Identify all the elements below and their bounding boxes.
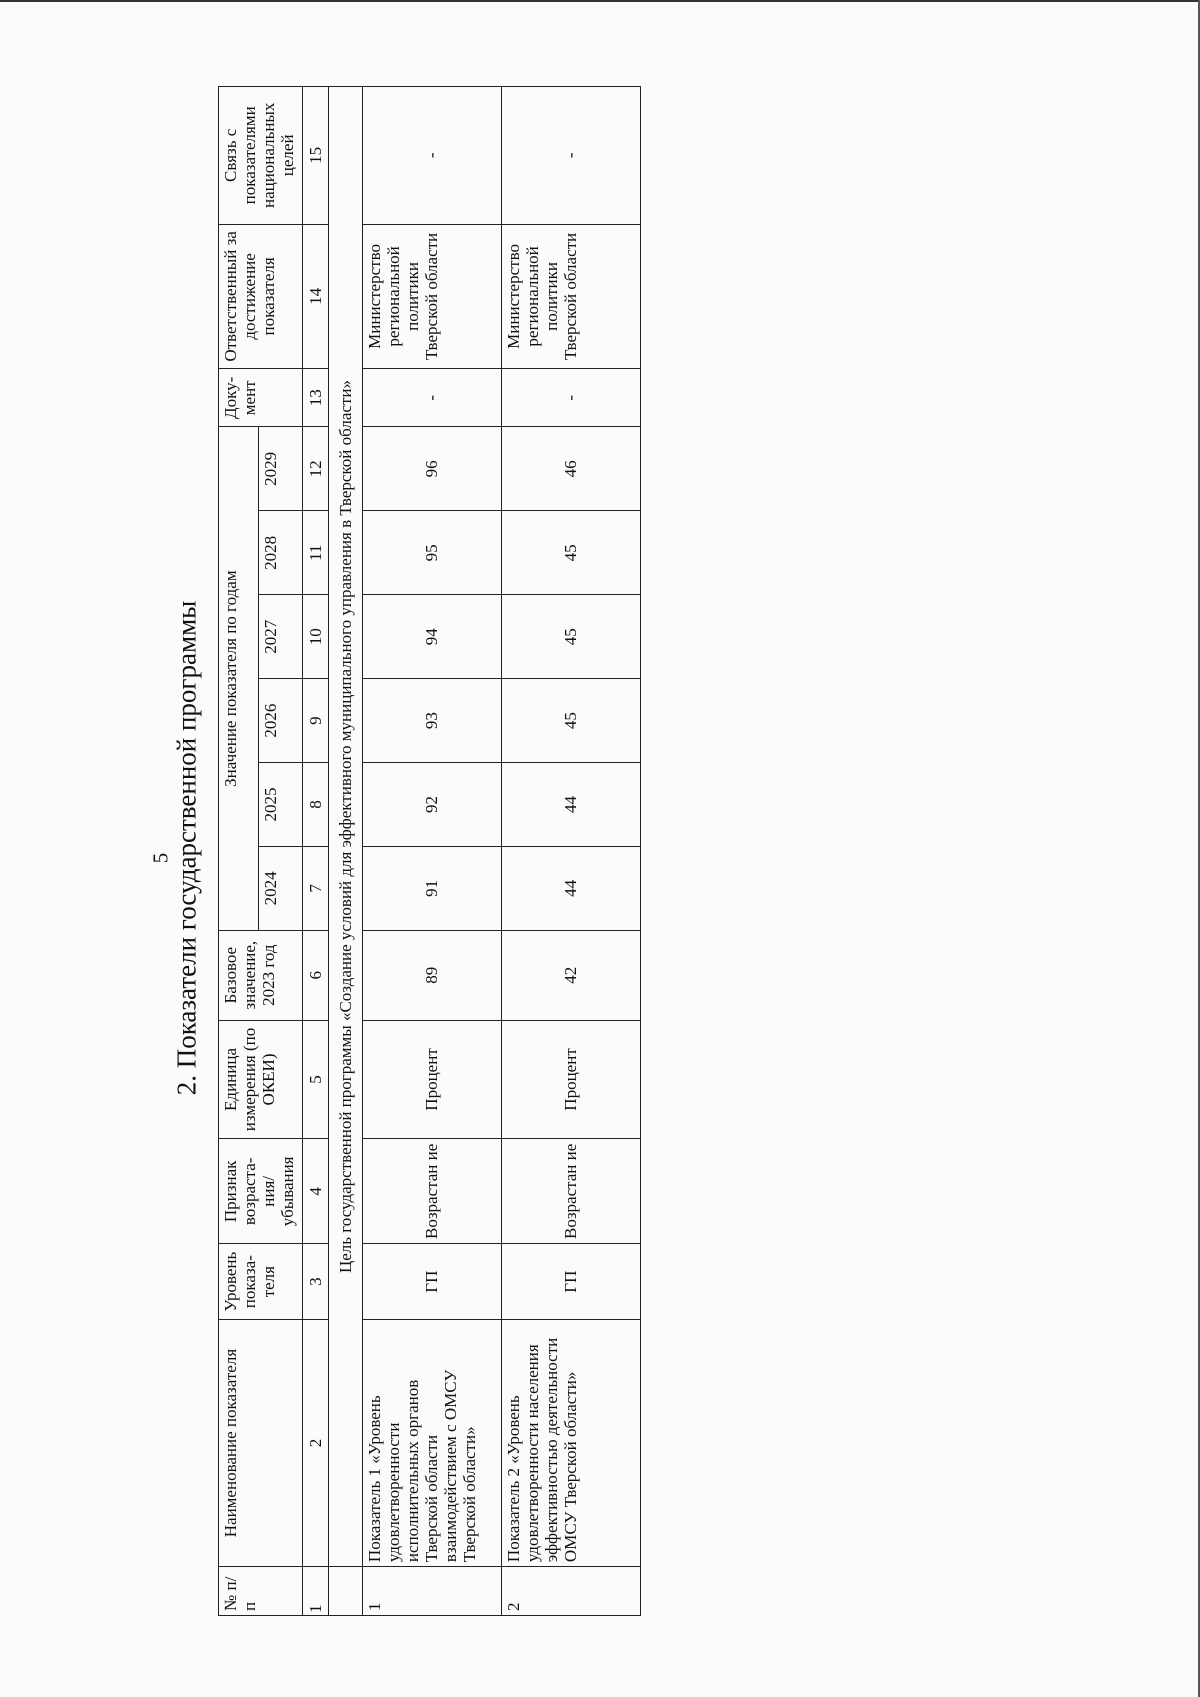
indicator-link: - [363, 87, 502, 225]
header-year-2028: 2028 [259, 511, 303, 595]
value-2025: 92 [363, 763, 502, 847]
header-name: Наименование показателя [219, 1320, 303, 1567]
goal-row [329, 87, 363, 1616]
indicator-level: ГП [502, 1244, 641, 1320]
value-2028: 45 [502, 511, 641, 595]
column-number: 12 [303, 427, 329, 511]
header-num: № п/п [219, 1567, 303, 1616]
header-link: Связь с показателями национальных целей [219, 87, 303, 225]
indicator-unit: Процент [502, 1020, 641, 1139]
row-num: 2 [502, 1567, 641, 1616]
header-row-1 [219, 87, 259, 1616]
column-number: 15 [303, 87, 329, 225]
table-row [502, 87, 641, 1616]
column-number: 10 [303, 595, 329, 679]
value-2026: 45 [502, 679, 641, 763]
column-number: 2 [303, 1320, 329, 1567]
column-number: 6 [303, 930, 329, 1020]
value-2028: 95 [363, 511, 502, 595]
indicator-name: Показатель 1 «Уровень удовлетворенности исполнительных органов Тверской области взаимодействием с ОМСУ Тверской области» [363, 1320, 502, 1567]
header-year-2027: 2027 [259, 595, 303, 679]
indicators-table-wrapper [218, 86, 640, 1616]
column-number: 11 [303, 511, 329, 595]
column-number: 8 [303, 763, 329, 847]
indicator-link: - [502, 87, 641, 225]
header-year-2024: 2024 [259, 846, 303, 930]
header-level: Уровень показа-теля [219, 1244, 303, 1320]
header-year-2025: 2025 [259, 763, 303, 847]
indicator-responsible: Министерство региональной политики Тверской области [502, 224, 641, 369]
header-unit: Единица измерения (по ОКЕИ) [219, 1020, 303, 1139]
header-sign: Признак возраста-ния/ убывания [219, 1139, 303, 1244]
column-number: 4 [303, 1139, 329, 1244]
goal-row-spacer [329, 1567, 363, 1616]
header-responsible: Ответственный за достижение показателя [219, 224, 303, 369]
indicator-doc: - [363, 369, 502, 427]
indicator-base: 89 [363, 930, 502, 1020]
value-2027: 45 [502, 595, 641, 679]
header-base: Базовое значение, 2023 год [219, 930, 303, 1020]
header-values-group: Значение показателя по годам [219, 427, 259, 930]
value-2027: 94 [363, 595, 502, 679]
column-numbers-row [303, 87, 329, 1616]
value-2029: 96 [363, 427, 502, 511]
column-number: 3 [303, 1244, 329, 1320]
indicator-sign: Возрастан ие [502, 1139, 641, 1244]
value-2026: 93 [363, 679, 502, 763]
column-number: 14 [303, 224, 329, 369]
table-row [363, 87, 502, 1616]
column-number: 5 [303, 1020, 329, 1139]
indicator-doc: - [502, 369, 641, 427]
indicator-sign: Возрастан ие [363, 1139, 502, 1244]
goal-text: Цель государственной программы «Создание условий для эффективного муниципального управления в Тверской области» [329, 87, 363, 1567]
value-2025: 44 [502, 763, 641, 847]
row-num: 1 [363, 1567, 502, 1616]
value-2024: 91 [363, 846, 502, 930]
indicator-level: ГП [363, 1244, 502, 1320]
column-number: 13 [303, 369, 329, 427]
indicators-table [218, 86, 641, 1616]
indicator-name: Показатель 2 «Уровень удовлетворенности населения эффективностью деятельности ОМСУ Тверской области» [502, 1320, 641, 1567]
header-doc: Доку-мент [219, 369, 303, 427]
header-year-2029: 2029 [259, 427, 303, 511]
indicator-responsible: Министерство региональной политики Тверской области [363, 224, 502, 369]
header-year-2026: 2026 [259, 679, 303, 763]
page-number: 5 [148, 852, 173, 864]
page-title: 2. Показатели государственной программы [171, 600, 202, 1096]
value-2029: 46 [502, 427, 641, 511]
value-2024: 44 [502, 846, 641, 930]
column-number: 9 [303, 679, 329, 763]
column-number: 7 [303, 846, 329, 930]
column-number: 1 [303, 1567, 329, 1616]
indicator-base: 42 [502, 930, 641, 1020]
scan-edge-top [0, 0, 1200, 2]
indicator-unit: Процент [363, 1020, 502, 1139]
